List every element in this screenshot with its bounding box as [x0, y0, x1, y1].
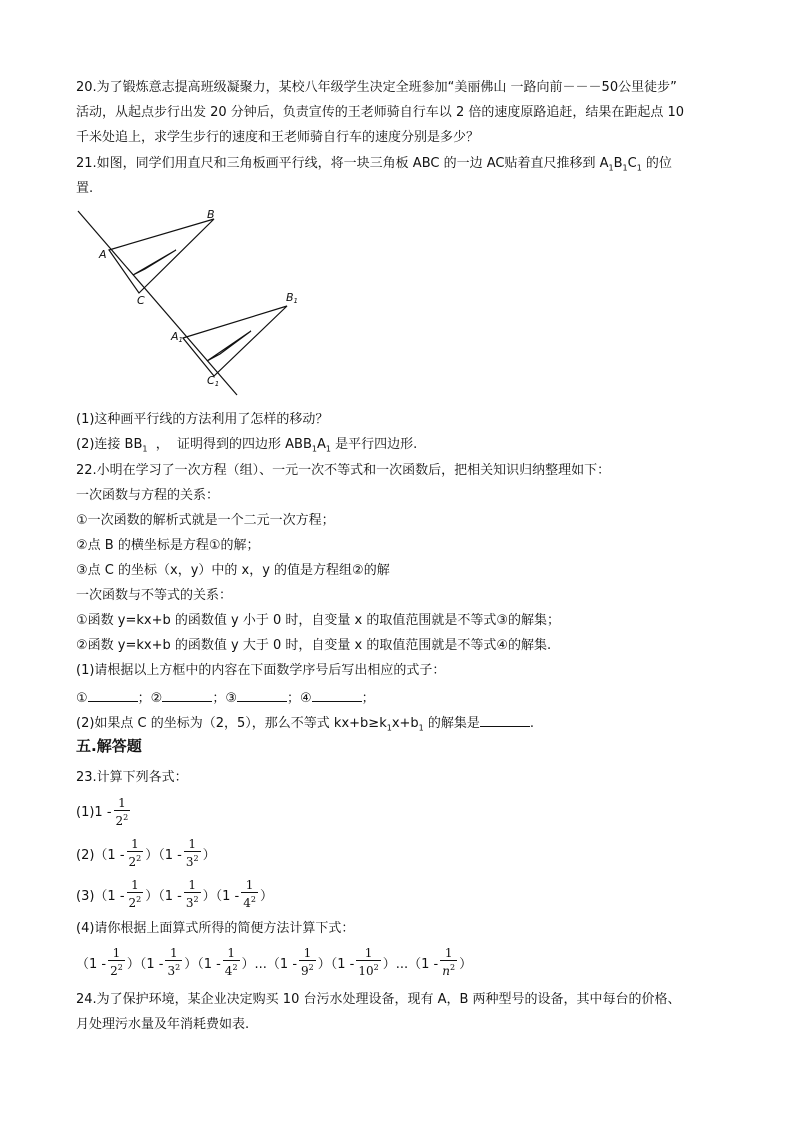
fraction: $\frac{1}{3^2}$ [167, 945, 181, 978]
q20-line-2: 活动，从起点步行出发 20 分钟后，负责宣传的王老师骑自行车以 2 倍的速度原路追赶，结果在距起点 10 [76, 105, 685, 120]
q24-line-2: 月处理污水量及年消耗费如表. [76, 1017, 250, 1032]
triangle-ruler-figure [70, 205, 310, 400]
label-b1: B1 [286, 291, 299, 305]
fraction: $\frac{1}{4^2}$ [243, 877, 256, 910]
answer-blank-3[interactable] [237, 688, 287, 702]
ruler-edge-line [78, 211, 237, 395]
q23-part-4: (4)请你根据上面算式所得的简便方法计算下式： [76, 921, 355, 936]
answer-blank-2[interactable] [162, 688, 212, 702]
fraction: $\frac{1}{n^2}$ [442, 945, 456, 978]
fraction: $\frac{1}{3^2}$ [185, 877, 199, 910]
q22-item-4: ①函数 y=kx+b 的函数值 y 小于 0 时，自变量 x 的取值范围就是不等式③的解集； [76, 613, 560, 628]
q21-line-2: 置. [76, 181, 94, 196]
q23-line-1: 23.计算下列各式： [76, 770, 188, 785]
answer-blank-4[interactable] [312, 688, 362, 702]
fraction: $\frac{1}{9^2}$ [301, 945, 314, 978]
q22-item-1: ①一次函数的解析式就是一个二元一次方程； [76, 513, 335, 528]
q22-item-3: ③点 C 的坐标（x，y）中的 x，y 的值是方程组②的解 [76, 563, 390, 578]
fraction: $\frac{1}{2^2}$ [110, 945, 123, 978]
section-heading: 五.解答题 [76, 737, 142, 755]
q23-part-2: (2)（1 - $\frac{1}{2^2}$ ）（1 - $\frac{1}{3^2}$ ） [76, 836, 216, 869]
q22-item-2: ②点 B 的横坐标是方程①的解； [76, 538, 260, 553]
answer-blank-1[interactable] [88, 688, 138, 702]
q22-item-5: ②函数 y=kx+b 的函数值 y 大于 0 时，自变量 x 的取值范围就是不等式④的解集. [76, 638, 552, 653]
q21-part-1: (1)这种画平行线的方法利用了怎样的移动？ [76, 412, 329, 427]
fraction: $\frac{1}{10^2}$ [358, 945, 379, 978]
q23-part-1: (1)1 - $\frac{1}{2^2}$ [76, 795, 129, 828]
fraction: $\frac{1}{2^2}$ [128, 836, 142, 869]
triangle-a1b1c1-hole [207, 331, 251, 361]
label-c1: C1 [207, 374, 220, 388]
fraction: $\frac{1}{3^2}$ [185, 836, 199, 869]
q20-line-1: 20.为了锻炼意志提高班级凝聚力，某校八年级学生决定全班参加“美丽佛山 一路向前－－－50公里徒步” [76, 80, 677, 95]
q22-blanks: ① ；② ；③ ；④ ； [76, 688, 375, 708]
fraction: $\frac{1}{4^2}$ [224, 945, 238, 978]
q23-part-3: (3)（1 - $\frac{1}{2^2}$ ）（1 - $\frac{1}{3^2}$ ）（1 - $\frac{1}{4^2}$ ） [76, 877, 273, 910]
q21-part-2: (2)连接 $BB_1$ ， 证明得到的四边形 $ABB_1A_1$ 是平行四边形. [76, 437, 418, 454]
fraction: $\frac{1}{2^2}$ [128, 877, 142, 910]
label-c: C [137, 294, 145, 307]
triangle-abc [109, 219, 214, 293]
triangle-a1b1c1 [183, 306, 287, 376]
q22-heading-2: 一次函数与不等式的关系： [76, 588, 233, 603]
q20-line-3: 千米处追上，求学生步行的速度和王老师骑自行车的速度分别是多少？ [76, 130, 480, 145]
triangle-abc-hole-inner [133, 248, 170, 275]
q22-line-1: 22.小明在学习了一次方程（组）、一元一次不等式和一次函数后，把相关知识归纳整理如下： [76, 463, 611, 478]
label-a: A [99, 248, 107, 261]
label-a1: A1 [171, 330, 183, 344]
q22-heading-1: 一次函数与方程的关系： [76, 488, 220, 503]
answer-blank-5[interactable] [480, 713, 530, 727]
fraction: $\frac{1}{2^2}$ [115, 795, 129, 828]
q24-line-1: 24.为了保护环境，某企业决定购买 10 台污水处理设备，现有 A，B 两种型号的设备，其中每台的价格、 [76, 992, 681, 1007]
label-b: B [207, 208, 215, 221]
q23-expression: （1 - $\frac{1}{2^2}$ ）（1 - $\frac{1}{3^2}$ ）（1 - $\frac{1}{4^2}$ ）...（1 - $\frac{1}{9^2}$ ）（1 - $\frac{1}{10^2}$ ）...（1 - $\frac{1}{n^2}$ ） [76, 945, 473, 978]
q22-part-1: (1)请根据以上方框中的内容在下面数学序号后写出相应的式子： [76, 663, 446, 678]
q21-line-1: 21.如图，同学们用直尺和三角板画平行线，将一块三角板 ABC 的一边 AC贴着直尺推移到 $A_1B_1C_1$ 的位 [76, 156, 672, 173]
q22-part-2: (2)如果点 C 的坐标为（2，5），那么不等式 $kx+b\ge k_1x+b_1$ 的解集是 . [76, 713, 534, 738]
